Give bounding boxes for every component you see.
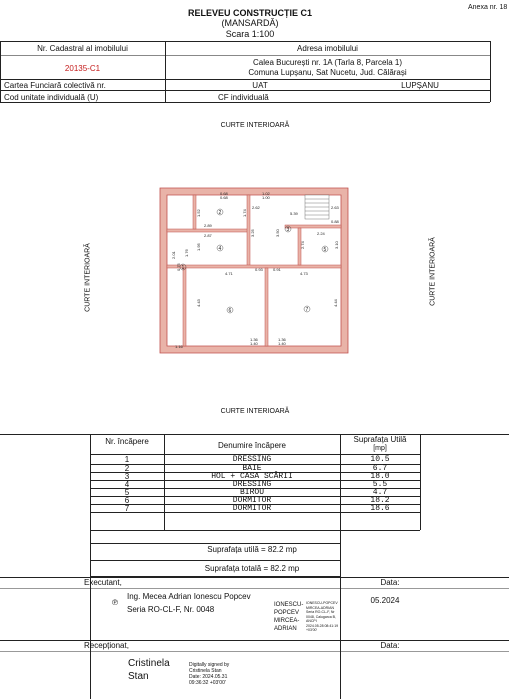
dim-093: 0.93	[255, 267, 263, 272]
signature-detail-line: IONESCU-POPCEV	[306, 601, 338, 605]
dim-068b: 0.68	[220, 195, 228, 200]
executant-date-label: Data:	[380, 578, 400, 587]
plan-label-left: CURTE INTERIOARĂ	[84, 243, 92, 312]
row-name: DRESSING	[232, 455, 272, 464]
dim-224: 2.24	[317, 231, 325, 236]
plan-label-bottom: CURTE INTERIOARĂ	[220, 408, 290, 415]
dim-075: 0.75	[176, 263, 181, 271]
plan-label-right: CURTE INTERIOARĂ	[429, 237, 437, 306]
dim-443: 4.43	[196, 299, 201, 307]
signature-name-line: ADRIAN	[274, 626, 297, 632]
room-number-7: 7	[305, 307, 309, 313]
total-area: Suprafața totală = 82.2 mp	[204, 564, 300, 573]
dim-176: 1.76	[184, 249, 189, 257]
signature-name-line: IONESCU-	[274, 602, 304, 608]
row-nr: 2	[124, 464, 130, 473]
dim-263: 2.63	[331, 205, 339, 210]
signature-detail-line: MIRCEA-ADRIAN	[306, 605, 335, 610]
row-name: BAIE	[242, 464, 262, 473]
row-name: DORMITOR	[232, 504, 272, 513]
signature-name-line: POPCEV	[274, 610, 300, 616]
dim-088: 0.88	[331, 219, 339, 224]
signature-detail-line: +03'00'	[306, 628, 318, 632]
signature-detail-block	[306, 601, 350, 633]
signature-name-line: MIRCEA-	[274, 618, 300, 624]
dim-287: 2.87	[204, 233, 212, 238]
dim-136a: 1.36	[250, 337, 258, 342]
document-scale: Scara 1:100	[225, 29, 275, 39]
engineer-series: Seria RO-CL-F, Nr. 0048	[127, 605, 215, 614]
seal-icon: ℗	[112, 598, 118, 607]
row-area: 6.7	[372, 464, 388, 473]
dim-310: 3.10	[334, 241, 339, 249]
row-nr: 7	[124, 504, 130, 513]
room-number-5: 5	[323, 247, 327, 253]
row-area: 5.5	[372, 480, 388, 489]
plan-label-top: CURTE INTERIOARĂ	[220, 122, 290, 129]
dim-091: 0.91	[273, 267, 281, 272]
row-area: 10.5	[370, 455, 390, 464]
dim-350: 3.50	[275, 229, 280, 237]
digital-signature-line: Date: 2024.05.31	[189, 674, 228, 680]
executant-label: Executant,	[84, 578, 122, 587]
dim-136b: 1.36	[278, 337, 286, 342]
dim-262: 2.62	[252, 205, 260, 210]
receiver-name-line1: Cristinela	[128, 658, 170, 669]
header-frame	[0, 0, 509, 40]
signature-detail-line: ANCPI	[306, 619, 317, 623]
room-number-2: 2	[218, 210, 222, 216]
row-name: DORMITOR	[232, 496, 272, 505]
executant-date-value: 05.2024	[370, 596, 400, 605]
annex-number: Anexa nr. 18	[468, 4, 508, 11]
row-area: 18.6	[370, 504, 390, 513]
engineer-name: Ing. Mecea Adrian Ionescu Popcev	[127, 592, 251, 601]
dim-473: 4.73	[300, 271, 308, 276]
col-header-area-unit: [mp]	[373, 445, 387, 452]
dim-539: 5.39	[290, 211, 298, 216]
address-line2: Comuna Lupșanu, Sat Nucetu, Jud. Călărași	[248, 68, 407, 77]
room-number-markers	[180, 209, 328, 313]
floor-plan	[150, 185, 360, 360]
signature-detail-line: 2024.05.28 08:41:19	[306, 623, 339, 628]
row-area: 4.7	[372, 488, 388, 497]
dim-174: 1.74	[242, 209, 247, 217]
uat-label: UAT	[252, 81, 268, 90]
room-number-1: 1	[181, 265, 185, 271]
row-nr: 3	[124, 472, 130, 481]
carte-funciara-label: Cartea Funciară colectivă nr.	[4, 81, 106, 90]
dim-068a: 0.68	[220, 191, 228, 196]
cadastral-value: 20135-C1	[64, 64, 101, 73]
dim-201: 2.01	[171, 251, 176, 259]
dim-289: 2.89	[204, 223, 212, 228]
room-number-4: 4	[218, 246, 222, 252]
dim-140a: 1.40	[250, 341, 258, 346]
document-title: RELEVEU CONSTRUCȚIE C1	[187, 8, 312, 18]
row-nr: 5	[124, 488, 130, 497]
row-name: DRESSING	[232, 480, 272, 489]
row-nr: 4	[124, 480, 130, 489]
dim-444: 4.44	[333, 299, 338, 307]
usable-area: Suprafața utilă = 82.2 mp	[207, 545, 297, 554]
dim-152: 1.52	[196, 209, 201, 217]
receptionat-label: Recepționat,	[84, 641, 129, 650]
row-nr: 6	[124, 496, 130, 505]
unit-code-label: Cod unitate individuală (U)	[4, 93, 99, 102]
digital-signature-line: Cristinela Stan	[189, 668, 222, 674]
dim-140b: 1.40	[278, 341, 286, 346]
address-line1: Calea București nr. 1A (Tarla 8, Parcela 1)	[253, 58, 402, 67]
dim-195: 1.95	[196, 243, 201, 251]
col-header-nr: Nr. încăpere	[105, 437, 149, 446]
digital-signature-line: 09:36:32 +03'00'	[189, 680, 226, 686]
dim-116: 1.16	[175, 344, 183, 349]
row-name: HOL + CASA SCĂRII	[211, 472, 293, 481]
digital-signature-line: Digitally signed by	[189, 662, 230, 668]
dim-274: 2.74	[300, 241, 305, 249]
stairs	[305, 195, 329, 219]
row-nr: 1	[124, 455, 130, 464]
room-number-6: 6	[228, 308, 232, 314]
digital-signature-info	[189, 662, 229, 686]
dim-471: 4.71	[225, 271, 233, 276]
signature-name-block	[274, 601, 303, 633]
room-number-3: 3	[286, 227, 290, 233]
cf-label: CF individuală	[218, 93, 269, 102]
dim-100: 1.00	[262, 195, 270, 200]
address-label: Adresa imobilului	[297, 44, 358, 53]
signature-detail-line: 0048, Calugarca B,	[306, 614, 336, 619]
dim-102: 1.02	[262, 191, 270, 196]
row-area: 18.2	[370, 496, 390, 505]
row-name: BIROU	[239, 488, 264, 497]
signature-detail-line: Seria RO-CL-F, Nr	[306, 610, 335, 614]
receptionat-date-label: Data:	[380, 641, 400, 650]
uat-value: LUPȘANU	[401, 81, 439, 90]
receiver-name	[128, 657, 170, 683]
dim-325: 3.25	[250, 229, 255, 237]
receiver-name-line2: Stan	[128, 671, 149, 682]
col-header-area: Suprafața Utilă	[353, 435, 407, 444]
document-subtitle: (MANSARDĂ)	[221, 18, 279, 28]
cadastral-label: Nr. Cadastral al imobilului	[37, 44, 128, 53]
col-header-name: Denumire încăpere	[217, 441, 287, 450]
row-area: 18.0	[370, 472, 390, 481]
